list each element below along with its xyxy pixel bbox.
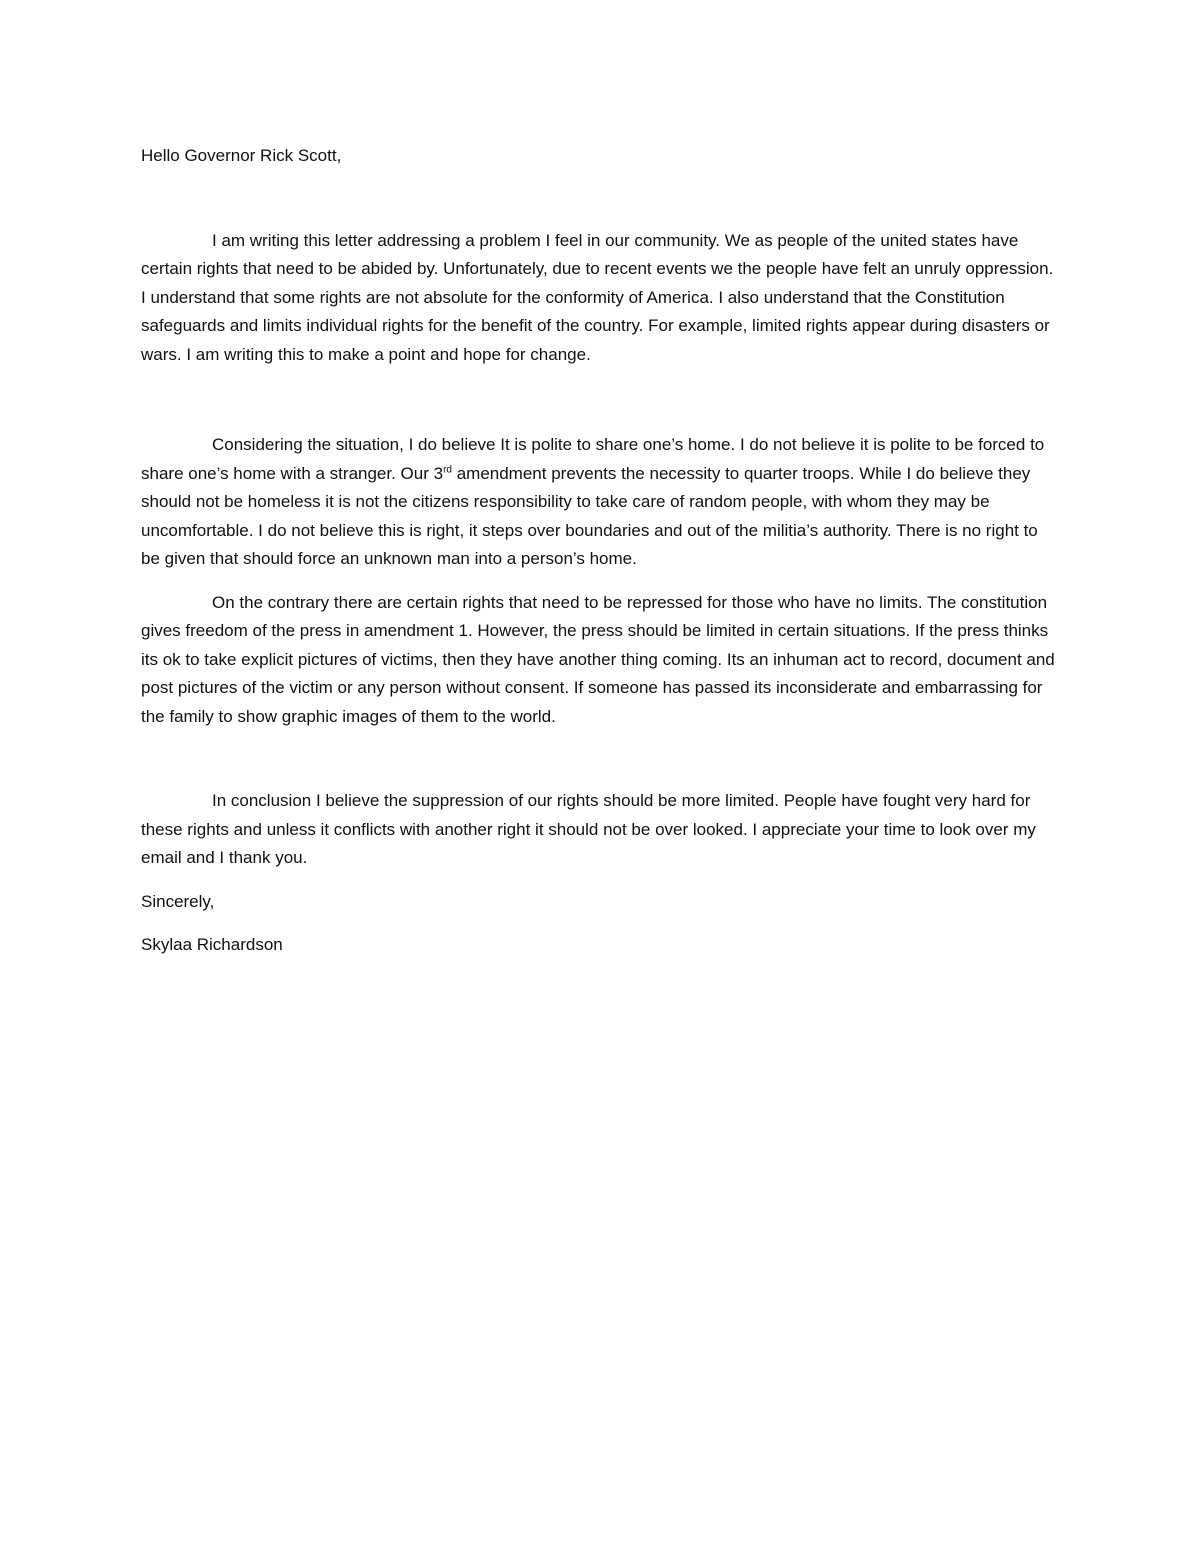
letter-closing: Sincerely,	[141, 891, 215, 911]
paragraph-third-amendment	[141, 431, 1061, 574]
letter-greeting: Hello Governor Rick Scott,	[141, 146, 342, 165]
paragraph-third-amendment-text-end: amendment prevents the necessity to quarter troops. While I do believe they should not be homeless it is not the citizens responsibility to take care of random people, with whom they may be uncomfortable. I do not believe this is right, it steps over boundaries and out of the militia’s authority. There is no right to be given that should force an unknown man into a person’s home.	[141, 463, 1038, 568]
letter-signature: Skylaa Richardson	[141, 935, 283, 954]
ordinal-superscript: rd	[443, 463, 452, 475]
paragraph-introduction: I am writing this letter addressing a problem I feel in our community. We as people of the united states have certain rights that need to be abided by. Unfortunately, due to recent events we the people have felt an unruly oppression. I understand that some rights are not absolute for the conformity of America. I also understand that the Constitution safeguards and limits individual rights for the benefit of the country. For example, limited rights appear during disasters or wars. I am writing this to make a point and hope for change.	[141, 230, 1054, 364]
paragraph-third-amendment-text-start: Considering the situation, I do believe It is polite to share one’s home. I do not believe it is polite to be forced to share one’s home with a stranger. Our 3	[141, 435, 1045, 483]
paragraph-freedom-of-press: On the contrary there are certain rights that need to be repressed for those who have no limits. The constitution gives freedom of the press in amendment 1. However, the press should be limited in certain situations. If the press thinks its ok to take explicit pictures of victims, then they have another thing coming. Its an inhuman act to record, document and post pictures of the victim or any person without consent. If someone has passed its inconsiderate and embarrassing for the family to show graphic images of them to the world.	[141, 592, 1055, 726]
letter-body	[141, 142, 1061, 960]
paragraph-conclusion: In conclusion I believe the suppression of our rights should be more limited. People have fought very hard for these rights and unless it conflicts with another right it should not be over looked. I appreciate your time to look over my email and I thank you.	[141, 791, 1036, 867]
